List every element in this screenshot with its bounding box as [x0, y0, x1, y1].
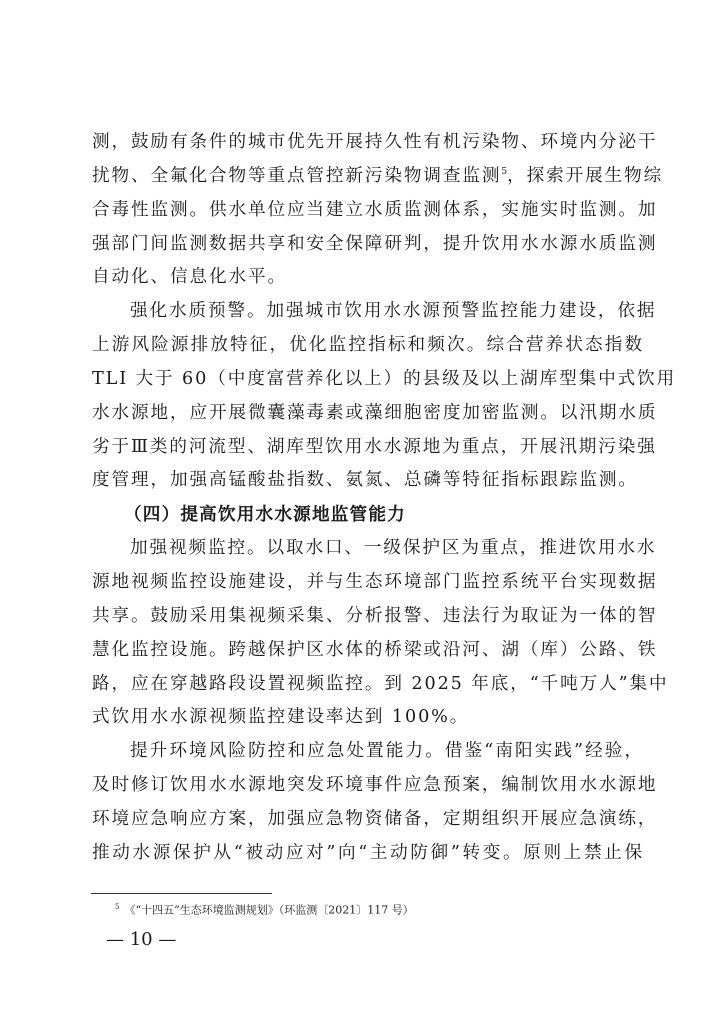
text-line: 度管理，加强高锰酸盐指数、氨氮、总磷等特征指标跟踪监测。 [92, 470, 638, 491]
text-line-with-footnote-ref [92, 160, 664, 194]
text-line: 劣于Ⅲ类的河流型、湖库型饮用水水源地为重点，开展汛期污染强 [92, 436, 657, 457]
paragraph-first-line: 提升环境风险防控和应急处置能力。借鉴“南阳实践”经验， [130, 741, 644, 762]
footnote [115, 900, 414, 918]
text-line: 合毒性监测。供水单位应当建立水质监测体系，实施实时监测。加 [92, 199, 658, 220]
footnote-marker: 5 [115, 903, 120, 911]
text-line: 环境应急响应方案，加强应急物资储备，定期组织开展应急演练， [92, 808, 658, 829]
footnote-divider [91, 893, 272, 894]
text-line: TLI 大于 60（中度富营养化以上）的县级及以上湖库型集中式饮用 [92, 368, 677, 389]
text-line: 强部门间监测数据共享和安全保障研判，提升饮用水水源水质监测 [92, 233, 658, 254]
section-heading: （四）提高饮用水水源地监管能力 [124, 504, 406, 526]
body-text [92, 126, 677, 871]
text-line: 水水源地，应开展微囊藻毒素或藻细胞密度加密监测。以汛期水质 [92, 402, 658, 423]
text-line: 自动化、信息化水平。 [92, 267, 287, 288]
text-segment: ，探索开展生物综 [507, 165, 664, 186]
text-line: 慧化监控设施。跨越保护区水体的桥梁或沿河、湖（库）公路、铁 [92, 639, 658, 660]
text-line: 上游风险源排放特征，优化监控指标和频次。综合营养状态指数 [92, 335, 644, 356]
text-line: 测，鼓励有条件的城市优先开展持久性有机污染物、环境内分泌干 [92, 132, 658, 152]
text-line: 路，应在穿越路段设置视频监控。到 2025 年底，“千吨万人”集中 [92, 673, 669, 694]
paragraph-first-line: 加强视频监控。以取水口、一级保护区为重点，推进饮用水水 [130, 538, 657, 559]
text-line: 推动水源保护从“被动应对”向“主动防御”转变。原则上禁止保 [92, 842, 644, 863]
text-line: 共享。鼓励采用集视频采集、分析报警、违法行为取证为一体的智 [92, 605, 658, 626]
page-number: — 10 — [106, 929, 177, 950]
text-line: 式饮用水水源视频监控建设率达到 100%。 [92, 707, 470, 728]
footnote-text: 《“十四五”生态环境监测规划》（环监测〔2021〕117 号） [124, 903, 414, 917]
text-segment: 扰物、全氟化合物等重点管控新污染物调查监测 [92, 165, 502, 186]
text-line: 源地视频监控设施建设，并与生态环境部门监控系统平台实现数据 [92, 571, 658, 592]
footnote-reference[interactable]: 5 [501, 166, 508, 177]
text-line: 及时修订饮用水水源地突发环境事件应急预案，编制饮用水水源地 [92, 775, 658, 796]
paragraph-first-line: 强化水质预警。加强城市饮用水水源预警监控能力建设，依据 [130, 301, 657, 322]
